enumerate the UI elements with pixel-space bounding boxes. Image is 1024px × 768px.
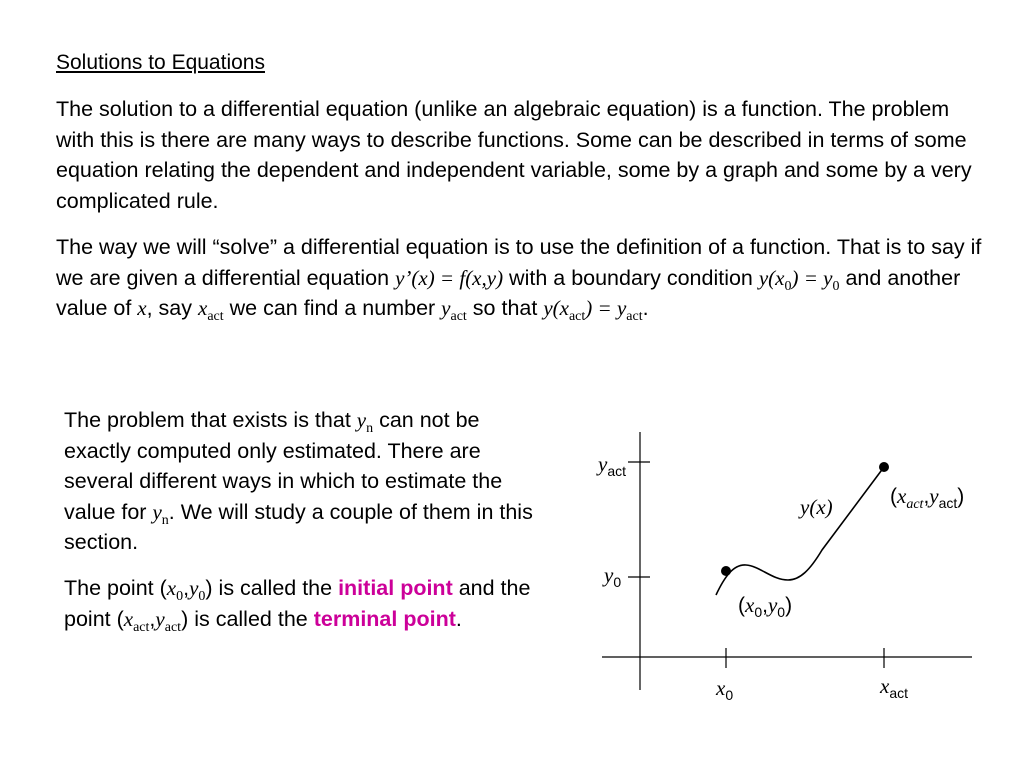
text-run: with a boundary condition — [503, 265, 759, 290]
paragraph-solution-definition: The solution to a differential equation (unlike an algebraic equation) is a function. The problem with this is there are many ways to describe functions. Some can be described in terms of some equation relating the dependent and independent variable, some by a graph and some by a very complicated rule. — [56, 97, 972, 213]
curve-label: y(x) — [800, 495, 833, 519]
solution-curve — [716, 467, 884, 595]
initial-point-label: $(x_0,y_0)$ — [738, 593, 793, 620]
text-run: and another value of — [56, 265, 961, 320]
slide-title: Solutions to Equations — [56, 51, 265, 74]
terminal-point-label: $(x_{act},y_{act})$ — [890, 484, 965, 512]
text-run: can not be exactly computed only estimated. There are several different ways in which to estimate the value for — [64, 408, 503, 524]
variable-x-act: $x_{act}$ — [198, 296, 224, 324]
variable-y-n: $y_n$ — [356, 408, 374, 436]
text-run: The way we will “solve” a differential equation is to use the definition of a function. That is to say if we are given a differential equation — [56, 235, 982, 290]
terminal-point-dot — [879, 462, 889, 472]
solution-curve-diagram — [590, 420, 990, 720]
text-run: so that — [466, 296, 544, 320]
variable-x0: $x_0$ — [166, 576, 184, 604]
equation-terminal: $y(x_{act}) = y_{act}$ — [543, 296, 643, 324]
text-run: . — [642, 296, 649, 320]
text-run: The problem that exists is that — [64, 408, 357, 432]
paragraph-points: The point $(x_0,y_0)$ is called the initial point and the point $(x_{act},y_{act})$ is called the terminal point. — [64, 576, 531, 635]
term-terminal-point: terminal point — [313, 606, 456, 631]
text-run: The point ( — [64, 576, 167, 600]
text-run: ) is called the — [205, 576, 339, 600]
text-run: ) is called the — [181, 606, 314, 631]
variable-y-act: $y_{act}$ — [441, 296, 467, 324]
equation-ode: y’(x) = f(x,y) — [395, 265, 504, 290]
variable-x-act: $x_{act}$ — [123, 606, 150, 635]
variable-x: x — [137, 296, 147, 320]
paragraph-solve-method — [56, 232, 986, 324]
x-act-label: $x_{act}$ — [880, 674, 909, 701]
variable-y-n: $y_n$ — [152, 499, 169, 528]
text-run: . We will study a couple of them in this section. — [64, 499, 533, 554]
text-run: we can find a number — [223, 296, 442, 320]
variable-y0: $y_0$ — [189, 576, 206, 604]
text-run: and the point ( — [64, 576, 531, 631]
initial-point-dot — [721, 566, 731, 576]
term-initial-point: initial point — [338, 576, 453, 600]
paragraph-estimation — [64, 405, 544, 558]
y-act-label: $y_{act}$ — [598, 452, 627, 479]
variable-y-act: $y_{act}$ — [155, 606, 182, 635]
text-run: , say — [146, 296, 198, 320]
text-run: . — [455, 606, 462, 631]
x0-label: $x_0$ — [716, 676, 734, 703]
y0-label: $y_0$ — [604, 563, 622, 590]
equation-boundary-condition: $y(x_0) = y_0$ — [758, 265, 840, 294]
